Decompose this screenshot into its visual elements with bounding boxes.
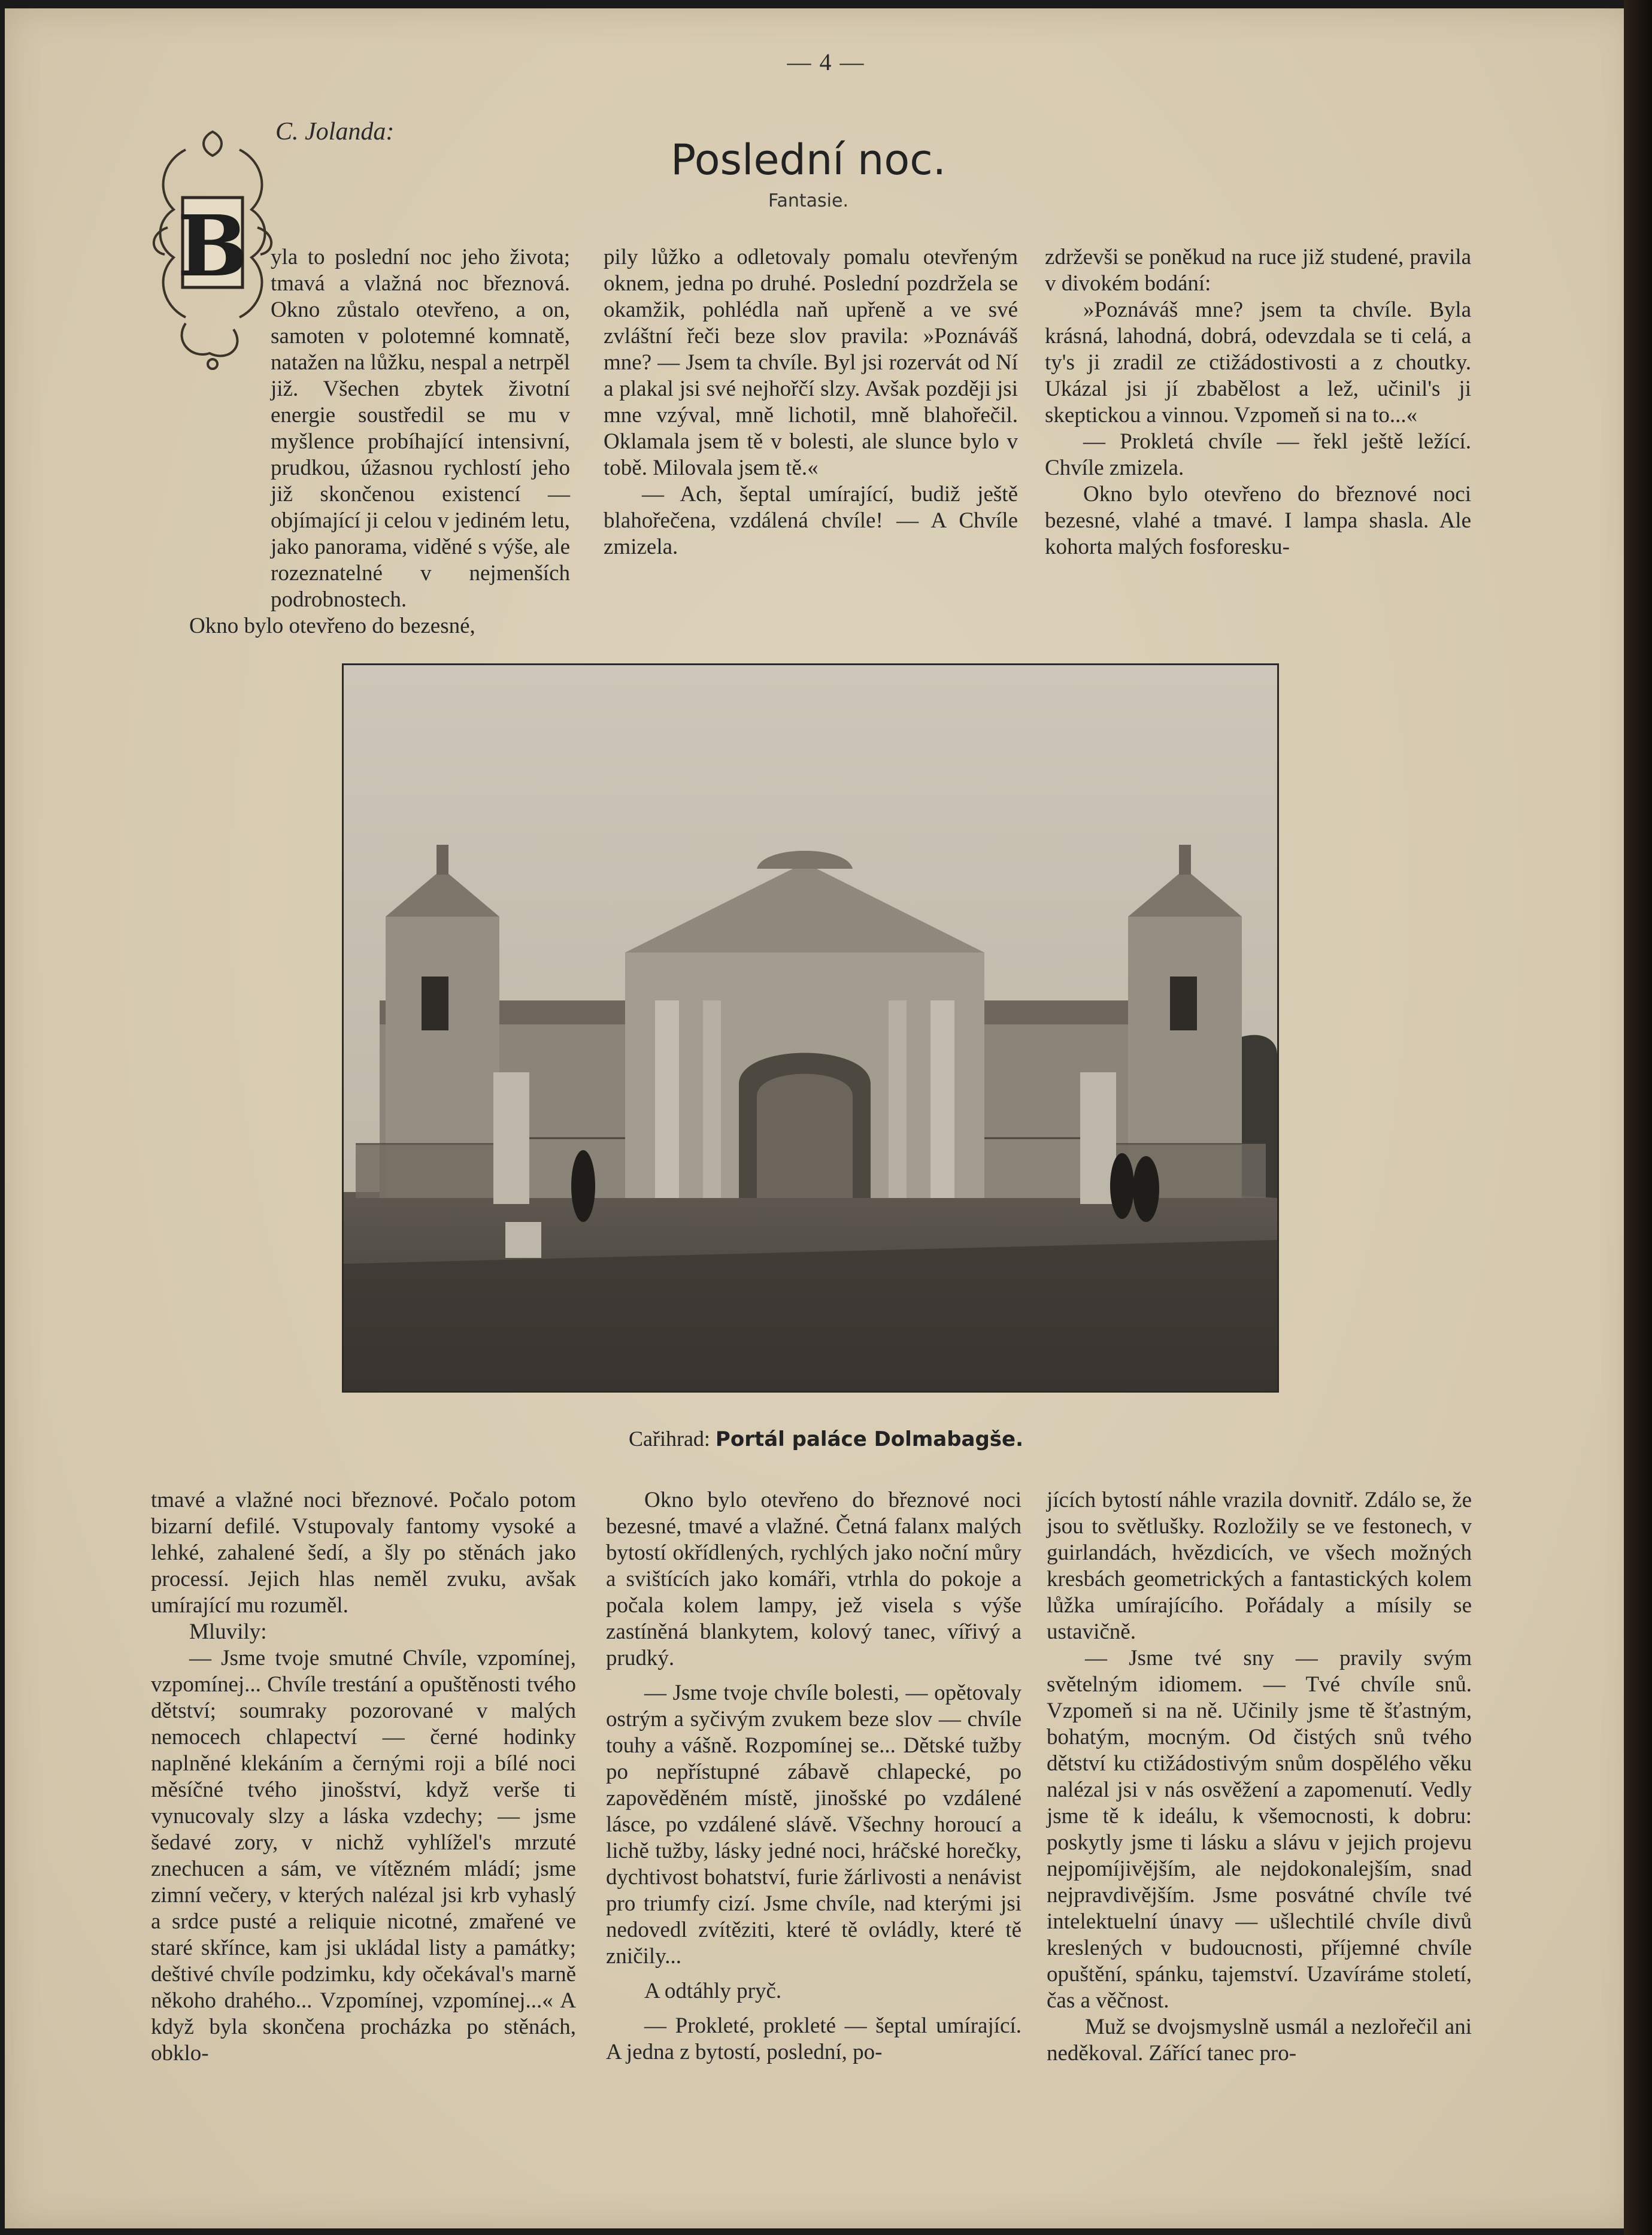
- paragraph: jících bytostí náhle vrazila dovnitř. Zdálo se, že jsou to světlušky. Rozložily se ve festonech, v guirlandách, hvězdicích, ve všech možných kresbách geometrických a fantastických kolem lůžka umírajícího. Pořádaly a mísily se ustavičně.: [1047, 1488, 1472, 1644]
- author-name: C. Jolanda:: [275, 118, 395, 145]
- photograph-dolmabahce-gate: [342, 663, 1279, 1393]
- paragraph: pily lůžko a odletovaly pomalu otevřeným oknem, jedna po druhé. Poslední pozdržela se okamžik, pohlédla naň upřeně a ve své zvláštní řeči beze slov pravila: »Poznáváš mne? — Jsem ta chvíle. Byl jsi rozervát od Ní a plakal jsi své nejhořčí slzy. Avšak později jsi mne vzýval, mně lichotil, mně blahořečil. Oklamala jsem tě v bolesti, ale slunce bylo v tobě. Milovala jsem tě.«: [604, 245, 1018, 480]
- article-title: Poslední noc.: [671, 135, 946, 184]
- paragraph: — Jsme tvé sny — pravily svým světelným idiomem. — Tvé chvíle snů. Vzpomeň si na ně. Učinily jsme tě šťastným, bohatým, mocným. Od čistých snů tvého dětství ku ctižádostivým snům dospělého věku nalézal jsi v nás osvěžení a zapomenutí. Vedly jsme tě k ideálu, k všemocnosti, k dobru: poskytly jsme ti lásku a slávu v jejich projevu nejpomíjivějším, ale nejdokonalejším, snad nejpravdivějším. Jsme posvátné chvíle tvé intelektuelní únavy — ušlechtilé chvíle divů kreslených v budoucnosti, příjemné chvíle opuštění, spánku, tajemství. Uzavíráme století, čas a věčnost.: [1047, 1646, 1472, 2013]
- photo-caption: [0, 1426, 1652, 1451]
- top-column-2: [604, 244, 1018, 560]
- paragraph: Muž se dvojsmyslně usmál a nezlořečil ani neděkoval. Zářící tanec pro-: [1047, 2015, 1472, 2066]
- paragraph: — Jsme tvoje chvíle bolesti, — opětovaly ostrým a syčivým zvukem beze slov — chvíle touhy a vášně. Rozpomínej se... Dětské tužby po nepřístupné zábavě chlapecké, po zapověděném místě, jinošské po vzdálené lásce, po vzdálené slávě. Všechny horoucí a lichě tužby, lásky jedné noci, hráčské horečky, dychtivost bohatství, furie žárlivosti a nenávist pro triumfy cizí. Jsme chvíle, nad kterými jsi nedovedl zvítěziti, které tě ovládly, které tě zničily...: [606, 1681, 1021, 1969]
- drop-cap-letter: B: [177, 198, 248, 296]
- paragraph: A odtáhly pryč.: [644, 1979, 782, 2003]
- paragraph: Okno bylo otevřeno do březnové noci bezesné, vlahé a tmavé. I lampa shasla. Ale kohorta malých fosforesku-: [1045, 482, 1471, 559]
- caption-title: Portál paláce Dolmabagše.: [715, 1427, 1024, 1451]
- paragraph-text: yla to poslední noc jeho života; tmavá a vlažná noc březnová. Okno zůstalo otevřeno, a on, samoten v polotemné komnatě, natažen na lůžku, nespal a netrpěl již. Všechen zbytek životní energie soustředil se mu v myšlence probíhající intensivní, prudkou, úžasnou rychlostí jeho již skončenou existencí — objímající ji celou v jediném letu, jako panorama, viděné s výše, ale rozeznatelné v nejmenších podrobnostech.: [271, 245, 570, 612]
- paragraph: — Jsme tvoje smutné Chvíle, vzpomínej, vzpomínej... Chvíle trestání a opuštěnosti tvého dětství; soumraky pozorované v malých nemocech chlapectví — černé hodinky naplněné klekáním a černými roji a bílé noci měsíčné tvého jinošství, když verše ti vynucovaly slzy a láska vzdechy; — jsme šedavé zory, v nichž vyhlížel's mrzuté znechucen a sám, ve vítězném mládí; jsme zimní večery, v kterých nalézal jsi krb vyhaslý a srdce pusté a reliquie nicotné, zmařené ve staré skřínce, kam jsi ukládal listy a památky; deštivé chvíle podzimku, kdy očekával's marně někoho drahého... Vzpomínej, vzpomínej...« A když byla skončena procházka po stěnách, obklo-: [151, 1646, 576, 2066]
- paragraph: — Prokletá chvíle — řekl ještě ležící. Chvíle zmizela.: [1045, 429, 1471, 480]
- paragraph: — Ach, šeptal umírající, budiž ještě blahořečena, vzdálená chvíle! — A Chvíle zmizela.: [604, 482, 1018, 559]
- page-edge-shadow: [1624, 0, 1652, 2235]
- article-subtitle: Fantasie.: [768, 190, 848, 211]
- bottom-column-1: [151, 1487, 576, 2067]
- bottom-column-3: [1047, 1487, 1472, 2067]
- bottom-column-2: [606, 1487, 1021, 2066]
- paragraph: »Poznáváš mne? jsem ta chvíle. Byla krásná, lahodná, dobrá, odevzdala se ti celá, a ty's ji zradil ze ctižádostivosti a z choutky. Ukázal jsi jí zbabělost a lež, učinil's ji skeptickou a vinnou. Vzpomeň si na to...«: [1045, 298, 1471, 427]
- paragraph: [151, 244, 570, 613]
- paragraph: Okno bylo otevřeno do bezesné,: [189, 614, 475, 638]
- paragraph: — Prokleté, prokleté — šeptal umírající. A jedna z bytostí, poslední, po-: [606, 2013, 1021, 2064]
- top-column-3: [1045, 244, 1471, 560]
- paragraph: Mluvily:: [189, 1620, 267, 1644]
- top-column-1: [151, 244, 570, 639]
- page-number: — 4 —: [787, 48, 865, 75]
- paragraph: tmavé a vlažné noci březnové. Počalo potom bizarní defilé. Vstupovaly fantomy vysoké a lehké, zahalené šedí, a šly po stěnách jako processí. Jejich hlas neměl zvuku, avšak umírající mu rozuměl.: [151, 1488, 576, 1618]
- caption-place: Cařihrad:: [628, 1427, 710, 1451]
- paragraph: Okno bylo otevřeno do březnové noci bezesné, tmavé a vlažné. Četná falanx malých bytostí okřídlených, rychlých jako noční můry a svištících jako komáři, vtrhla do pokoje a počala kolem lampy, jež visela s výše zastíněná blankytem, kolový tanec, vířivý a prudký.: [606, 1488, 1021, 1670]
- paragraph: zdrževši se poněkud na ruce již studené, pravila v divokém bodání:: [1045, 245, 1471, 296]
